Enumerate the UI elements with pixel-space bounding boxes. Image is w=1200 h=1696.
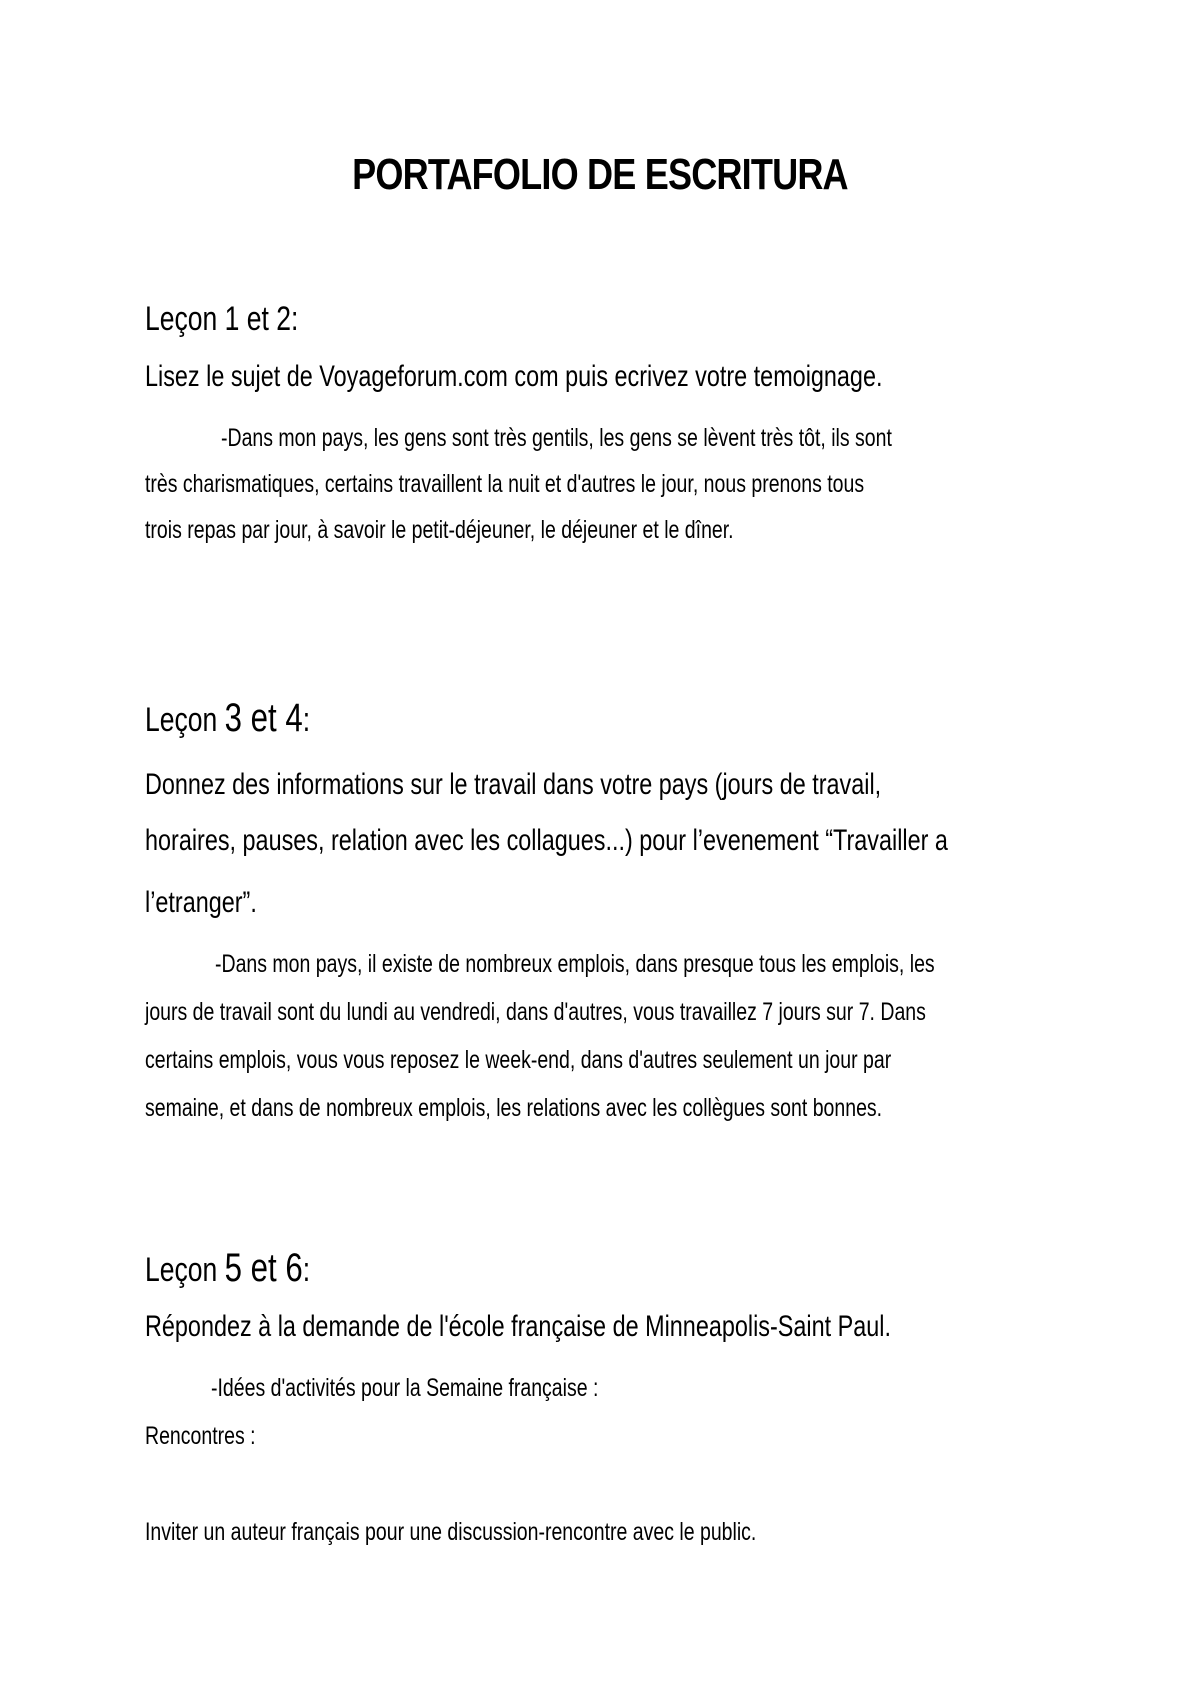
section-prompt: Répondez à la demande de l'école française de Minneapolis-Saint Paul. (145, 1310, 891, 1343)
answer-line: trois repas par jour, à savoir le petit-déjeuner, le déjeuner et le dîner. (145, 516, 734, 544)
section-prompt: Lisez le sujet de Voyageforum.com com puis ecrivez votre temoignage. (145, 360, 883, 393)
section-prompt: l’etranger”. (145, 886, 257, 919)
section-heading: Leçon 5 et 6: (145, 1246, 311, 1290)
answer-line: certains emplois, vous vous reposez le week-end, dans d'autres seulement un jour par (145, 1046, 892, 1074)
answer-line: semaine, et dans de nombreux emplois, les relations avec les collègues sont bonnes. (145, 1094, 883, 1122)
answer-line: -Idées d'activités pour la Semaine française : (211, 1374, 599, 1402)
answer-line: -Dans mon pays, les gens sont très gentils, les gens se lèvent très tôt, ils sont (221, 424, 892, 452)
section-prompt: horaires, pauses, relation avec les collagues...) pour l’evenement “Travailler a (145, 824, 948, 857)
answer-line: Rencontres : (145, 1422, 256, 1450)
section-heading: Leçon 3 et 4: (145, 696, 311, 740)
section-prompt: Donnez des informations sur le travail dans votre pays (jours de travail, (145, 768, 882, 801)
answer-line: très charismatiques, certains travaillent la nuit et d'autres le jour, nous prenons tous (145, 470, 865, 498)
page-title: PORTAFOLIO DE ESCRITURA (352, 150, 848, 199)
answer-line: -Dans mon pays, il existe de nombreux emplois, dans presque tous les emplois, les (215, 950, 935, 978)
section-heading: Leçon 1 et 2: (145, 300, 299, 338)
answer-line: jours de travail sont du lundi au vendredi, dans d'autres, vous travaillez 7 jours sur 7. Dans (145, 998, 926, 1026)
answer-line: Inviter un auteur français pour une discussion-rencontre avec le public. (145, 1518, 757, 1546)
